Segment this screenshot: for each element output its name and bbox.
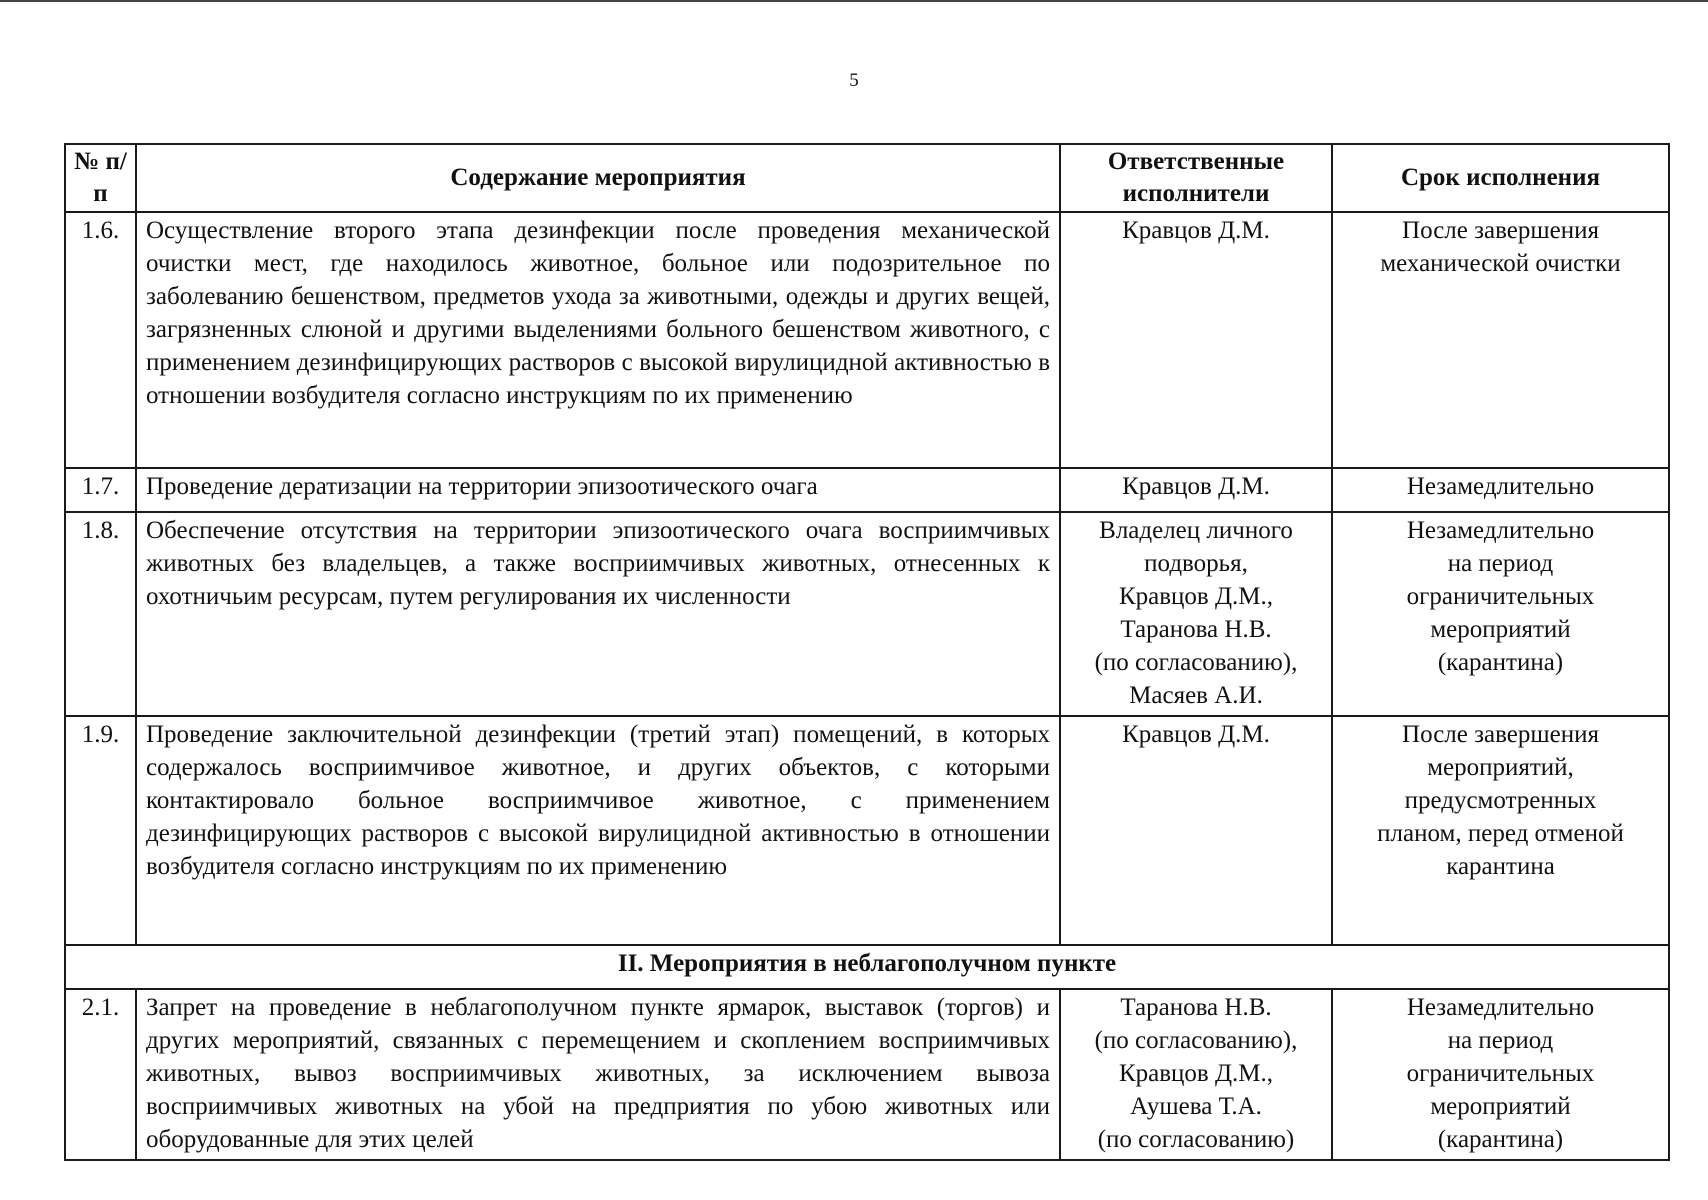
responsible-line: Кравцов Д.М., xyxy=(1118,1060,1274,1087)
row-number: 1.7. xyxy=(65,468,136,512)
deadline-line: После завершения xyxy=(1402,721,1599,748)
row-number: 2.1. xyxy=(65,989,136,1160)
row-content: Обеспечение отсутствия на территории эпизоотического очага восприимчивых животных без владельцев, а также восприимчивых животных, отнесенных к охотничьим ресурсам, путем регулирования их численности xyxy=(136,512,1060,716)
row-responsible xyxy=(1060,989,1332,1160)
deadline-line: ограничительных xyxy=(1406,583,1595,610)
deadline-line: После завершения xyxy=(1402,217,1599,244)
responsible-line: Кравцов Д.М. xyxy=(1122,721,1270,748)
row-deadline xyxy=(1332,716,1669,945)
table-row xyxy=(65,716,1669,945)
row-deadline xyxy=(1332,468,1669,512)
deadline-line: карантина xyxy=(1446,853,1555,880)
deadline-line: Незамедлительно xyxy=(1406,994,1595,1021)
responsible-line: Кравцов Д.М. xyxy=(1122,473,1270,500)
deadline-line: на период xyxy=(1447,1027,1554,1054)
responsible-line: Аушева Т.А. xyxy=(1130,1093,1262,1120)
deadline-line: механической очистки xyxy=(1380,250,1621,277)
row-responsible xyxy=(1060,468,1332,512)
responsible-line: (по согласованию), xyxy=(1094,649,1298,676)
row-responsible xyxy=(1060,716,1332,945)
responsible-line: Таранова Н.В. xyxy=(1120,994,1272,1021)
table-row xyxy=(65,468,1669,512)
table-row xyxy=(65,512,1669,716)
responsible-line: Таранова Н.В. xyxy=(1120,616,1272,643)
top-scan-edge xyxy=(0,0,1708,2)
measures-table xyxy=(64,143,1670,1161)
row-deadline xyxy=(1332,989,1669,1160)
deadline-line: на период xyxy=(1447,550,1554,577)
row-responsible xyxy=(1060,512,1332,716)
responsible-line: Масяев А.И. xyxy=(1129,682,1263,709)
deadline-line: мероприятий, xyxy=(1427,754,1574,781)
page-number: 5 xyxy=(849,70,859,91)
deadline-line: (карантина) xyxy=(1437,1126,1564,1153)
deadline-line: Незамедлительно xyxy=(1406,473,1595,500)
row-deadline xyxy=(1332,512,1669,716)
deadline-line: мероприятий xyxy=(1430,1093,1571,1120)
header-content: Содержание мероприятия xyxy=(136,144,1060,212)
responsible-line: (по согласованию), xyxy=(1094,1027,1298,1054)
deadline-line: ограничительных xyxy=(1406,1060,1595,1087)
section-row xyxy=(65,945,1669,989)
row-responsible xyxy=(1060,212,1332,468)
row-content: Проведение заключительной дезинфекции (третий этап) помещений, в которых содержалось восприимчивое животное, и других объектов, с которыми контактировало больное восприимчивое животное, с применением дезинфицирующих растворов с высокой вирулицидной активностью в отношении возбудителя согласно инструкциям по их применению xyxy=(136,716,1060,945)
row-content: Осуществление второго этапа дезинфекции после проведения механической очистки мест, где находилось животное, больное или подозрительное по заболеванию бешенством, предметов ухода за животными, одежды и других вещей, загрязненных слюной и другими выделениями больного бешенством животного, с применением дезинфицирующих растворов с высокой вирулицидной активностью в отношении возбудителя согласно инструкциям по их применению xyxy=(136,212,1060,468)
section-title: II. Мероприятия в неблагополучном пункте xyxy=(65,945,1669,989)
deadline-line: предусмотренных xyxy=(1404,787,1597,814)
deadline-line: (карантина) xyxy=(1437,649,1564,676)
responsible-line: Кравцов Д.М. xyxy=(1122,217,1270,244)
row-content: Проведение дератизации на территории эпизоотического очага xyxy=(136,468,1060,512)
header-num: № п/п xyxy=(65,144,136,212)
responsible-line: подворья, xyxy=(1144,550,1248,577)
table-row xyxy=(65,989,1669,1160)
row-number: 1.9. xyxy=(65,716,136,945)
deadline-line: мероприятий xyxy=(1430,616,1571,643)
responsible-line: Владелец личного xyxy=(1099,517,1293,544)
table-header-row xyxy=(65,144,1669,212)
header-deadline: Срок исполнения xyxy=(1332,144,1669,212)
responsible-line: Кравцов Д.М., xyxy=(1118,583,1274,610)
row-number: 1.8. xyxy=(65,512,136,716)
deadline-line: Незамедлительно xyxy=(1406,517,1595,544)
responsible-line: (по согласованию) xyxy=(1097,1126,1295,1153)
table-row xyxy=(65,212,1669,468)
header-responsible: Ответственные исполнители xyxy=(1060,144,1332,212)
row-number: 1.6. xyxy=(65,212,136,468)
row-deadline xyxy=(1332,212,1669,468)
deadline-line: планом, перед отменой xyxy=(1377,820,1624,847)
row-content: Запрет на проведение в неблагополучном пункте ярмарок, выставок (торгов) и других мероприятий, связанных с перемещением и скоплением восприимчивых животных, вывоз восприимчивых животных, за исключением вывоза восприимчивых животных на убой на предприятия по убою животных или оборудованные для этих целей xyxy=(136,989,1060,1160)
